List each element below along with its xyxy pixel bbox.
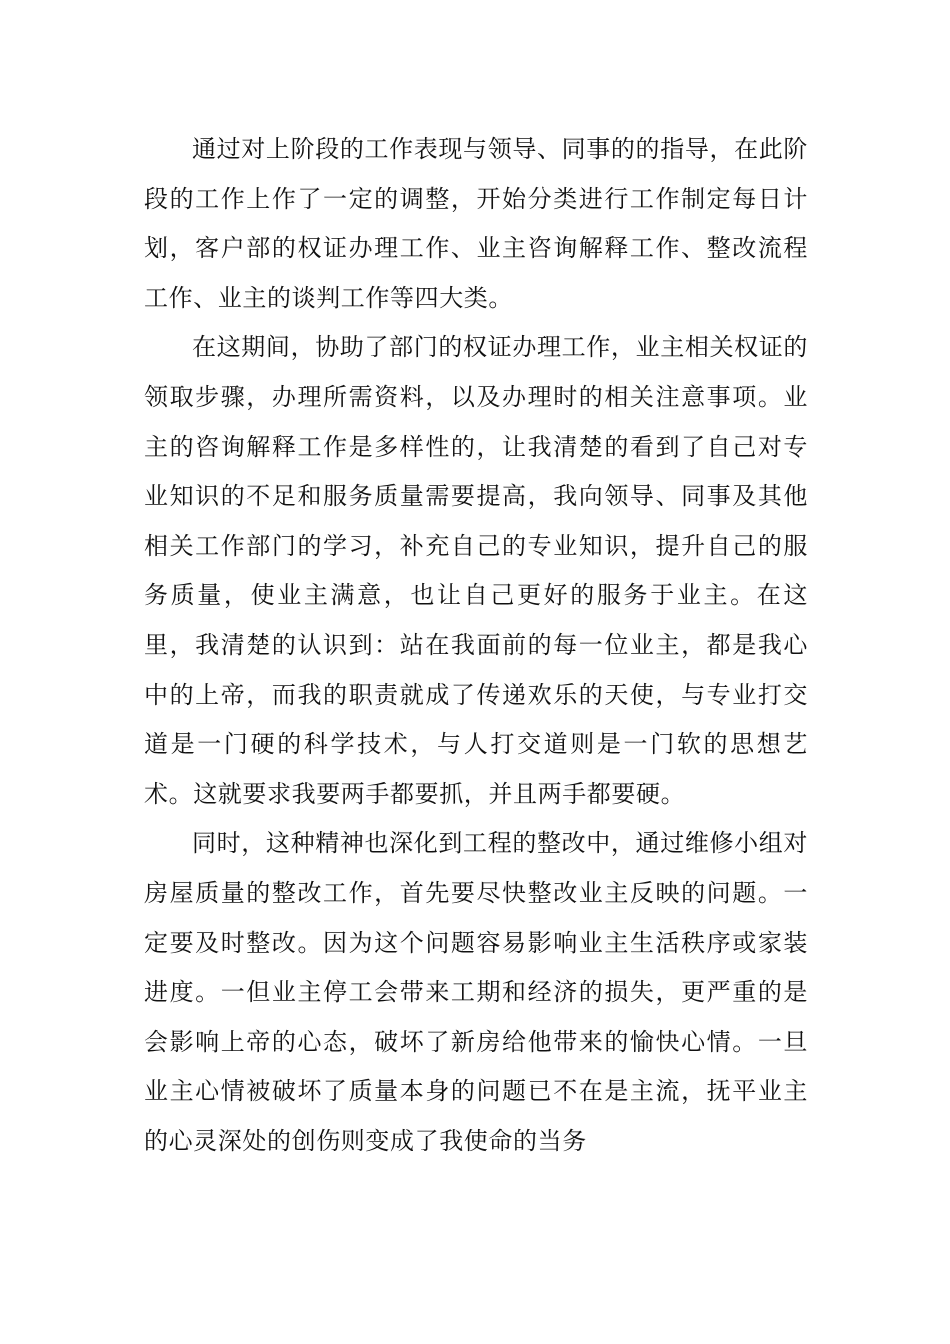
paragraph-2: 在这期间，协助了部门的权证办理工作，业主相关权证的领取步骤，办理所需资料，以及办理时的相关注意事项。业主的咨询解释工作是多样性的，让我清楚的看到了自己对专业知识的不足和服务质量需要提高，我向领导、同事及其他相关工作部门的学习，补充自己的专业知识，提升自己的服务质量，使业主满意，也让自己更好的服务于业主。在这里，我清楚的认识到：站在我面前的每一位业主，都是我心中的上帝，而我的职责就成了传递欢乐的天使，与专业打交道是一门硬的科学技术，与人打交道则是一门软的思想艺术。这就要求我要两手都要抓，并且两手都要硬。 <box>144 333 808 808</box>
paragraph-3: 同时，这种精神也深化到工程的整改中，通过维修小组对房屋质量的整改工作，首先要尽快整改业主反映的问题。一定要及时整改。因为这个问题容易影响业主生活秩序或家装进度。一但业主停工会带来工期和经济的损失，更严重的是会影响上帝的心态，破坏了新房给他带来的愉快心情。一旦业主心情被破坏了质量本身的问题已不在是主流，抚平业主的心灵深处的创伤则变成了我使命的当务 <box>144 829 808 1155</box>
paragraph-1: 通过对上阶段的工作表现与领导、同事的的指导，在此阶段的工作上作了一定的调整，开始分类进行工作制定每日计划，客户部的权证办理工作、业主咨询解释工作、整改流程工作、业主的谈判工作等四大类。 <box>144 135 808 312</box>
document-body <box>144 125 808 1166</box>
